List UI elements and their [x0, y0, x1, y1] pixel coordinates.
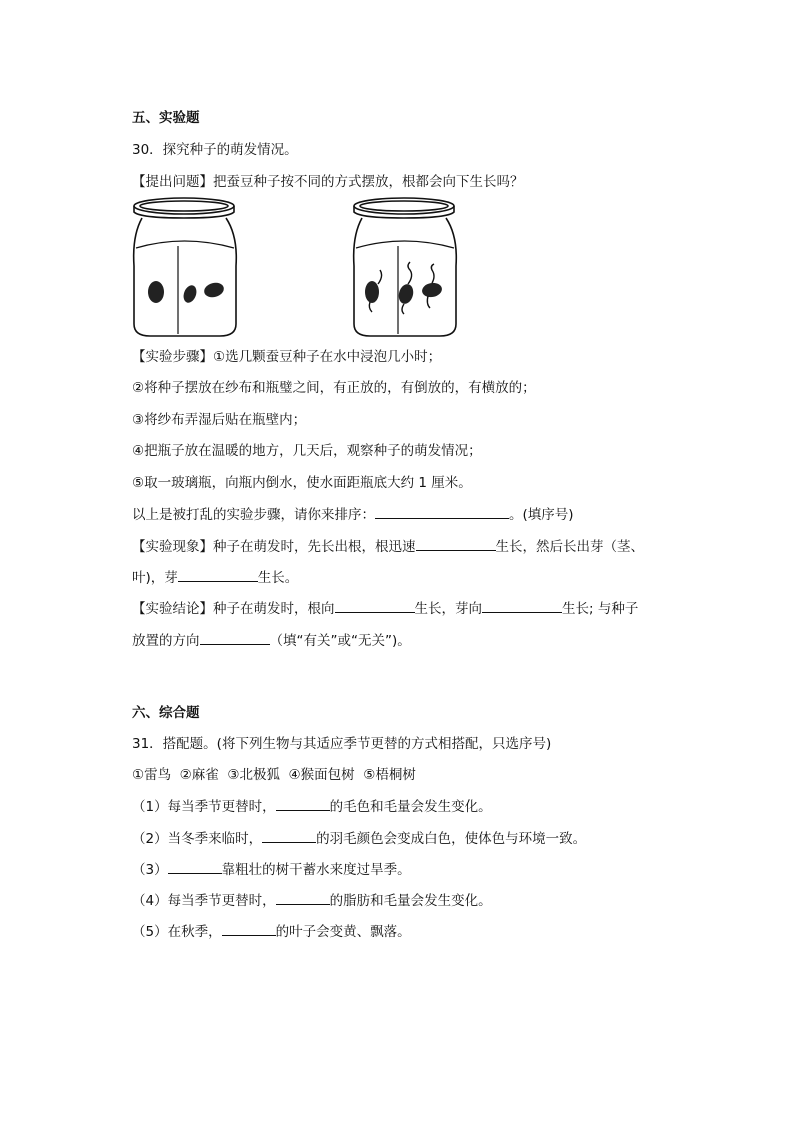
- conclusion-tag: 【实验结论】: [132, 601, 213, 617]
- conclusion-text-3: 生长; 与种子: [562, 601, 639, 617]
- conclusion-text-4: 放置的方向: [132, 633, 200, 649]
- item1-suffix: 的毛色和毛量会发生变化。: [329, 799, 492, 815]
- seeds-right: [365, 262, 443, 314]
- step-5: ⑤取一玻璃瓶，向瓶内倒水，使水面距瓶底大约 1 厘米。: [132, 475, 472, 491]
- item4-suffix: 的脂肪和毛量会发生变化。: [329, 893, 492, 909]
- item3-blank[interactable]: [168, 859, 222, 874]
- jar-right: [354, 198, 457, 336]
- q31-item-1: [132, 796, 492, 817]
- relation-blank[interactable]: [200, 630, 270, 645]
- conclusion-text: 种子在萌发时，根向: [213, 601, 335, 617]
- item2-blank[interactable]: [262, 828, 316, 843]
- two-glass-jars-with-bean-seeds-icon: [128, 196, 468, 346]
- order-blank[interactable]: [375, 504, 509, 519]
- order-line: [132, 504, 574, 525]
- item4-blank[interactable]: [276, 890, 330, 905]
- q30-steps-1: [132, 347, 441, 367]
- steps-tag: 【实验步骤】: [132, 349, 213, 365]
- question-text: 把蚕豆种子按不同的方式摆放，根都会向下生长吗？: [213, 174, 524, 190]
- phenomenon-text-3: 叶)，芽: [132, 570, 178, 586]
- jar-left: [134, 198, 237, 336]
- question-tag: 【提出问题】: [132, 174, 213, 190]
- step-3: ③将纱布弄湿后贴在瓶壁内；: [132, 412, 307, 428]
- phenomenon-text: 种子在萌发时，先长出根，根迅速: [213, 539, 416, 555]
- q30-stem: 30．探究种子的萌发情况。: [132, 142, 298, 158]
- conclusion-line-1: [132, 598, 638, 619]
- item1-blank[interactable]: [276, 796, 330, 811]
- root-direction-blank[interactable]: [335, 598, 415, 613]
- q31-item-2: [132, 828, 586, 849]
- section5-title: 五、实验题: [132, 110, 200, 126]
- bud-growth-blank[interactable]: [178, 567, 258, 582]
- section6-title: 六、综合题: [132, 705, 200, 721]
- order-suffix: 。(填序号): [509, 507, 574, 523]
- item3-prefix: （3）: [132, 862, 168, 878]
- item2-prefix: （2）当冬季来临时，: [132, 831, 263, 847]
- root-growth-blank[interactable]: [416, 536, 496, 551]
- phenomenon-text-4: 生长。: [257, 570, 299, 586]
- item3-suffix: 靠粗壮的树干蓄水来度过旱季。: [221, 862, 411, 878]
- q31-stem: 31．搭配题。(将下列生物与其适应季节更替的方式相搭配，只选序号): [132, 736, 552, 752]
- seeds-left: [148, 281, 225, 305]
- bud-direction-blank[interactable]: [482, 598, 562, 613]
- phenomenon-line-2: [132, 567, 298, 588]
- item5-blank[interactable]: [222, 921, 276, 936]
- phenomenon-line-1: [132, 536, 644, 557]
- step-4: ④把瓶子放在温暖的地方，几天后，观察种子的萌发情况；: [132, 443, 482, 459]
- item1-prefix: （1）每当季节更替时，: [132, 799, 276, 815]
- step-2: ②将种子摆放在纱布和瓶璧之间，有正放的，有倒放的，有横放的；: [132, 380, 536, 396]
- item5-suffix: 的叶子会变黄、飘落。: [275, 924, 411, 940]
- step-1: ①选几颗蚕豆种子在水中浸泡几小时；: [213, 349, 442, 365]
- conclusion-text-2: 生长，芽向: [414, 601, 482, 617]
- phenomenon-tag: 【实验现象】: [132, 539, 213, 555]
- order-text: 以上是被打乱的实验步骤，请你来排序：: [132, 507, 375, 523]
- conclusion-line-2: [132, 630, 411, 651]
- q31-item-5: [132, 921, 411, 942]
- item5-prefix: （5）在秋季，: [132, 924, 222, 940]
- phenomenon-text-2: 生长，然后长出芽（茎、: [495, 539, 644, 555]
- item2-suffix: 的羽毛颜色会变成白色，使体色与环境一致。: [316, 831, 587, 847]
- item4-prefix: （4）每当季节更替时，: [132, 893, 276, 909]
- conclusion-text-5: （填“有关”或“无关”)。: [269, 633, 411, 649]
- q31-item-3: [132, 859, 411, 880]
- q31-item-4: [132, 890, 492, 911]
- q30-question: [132, 172, 524, 192]
- q31-options: ①雷鸟 ②麻雀 ③北极狐 ④猴面包树 ⑤梧桐树: [132, 767, 416, 783]
